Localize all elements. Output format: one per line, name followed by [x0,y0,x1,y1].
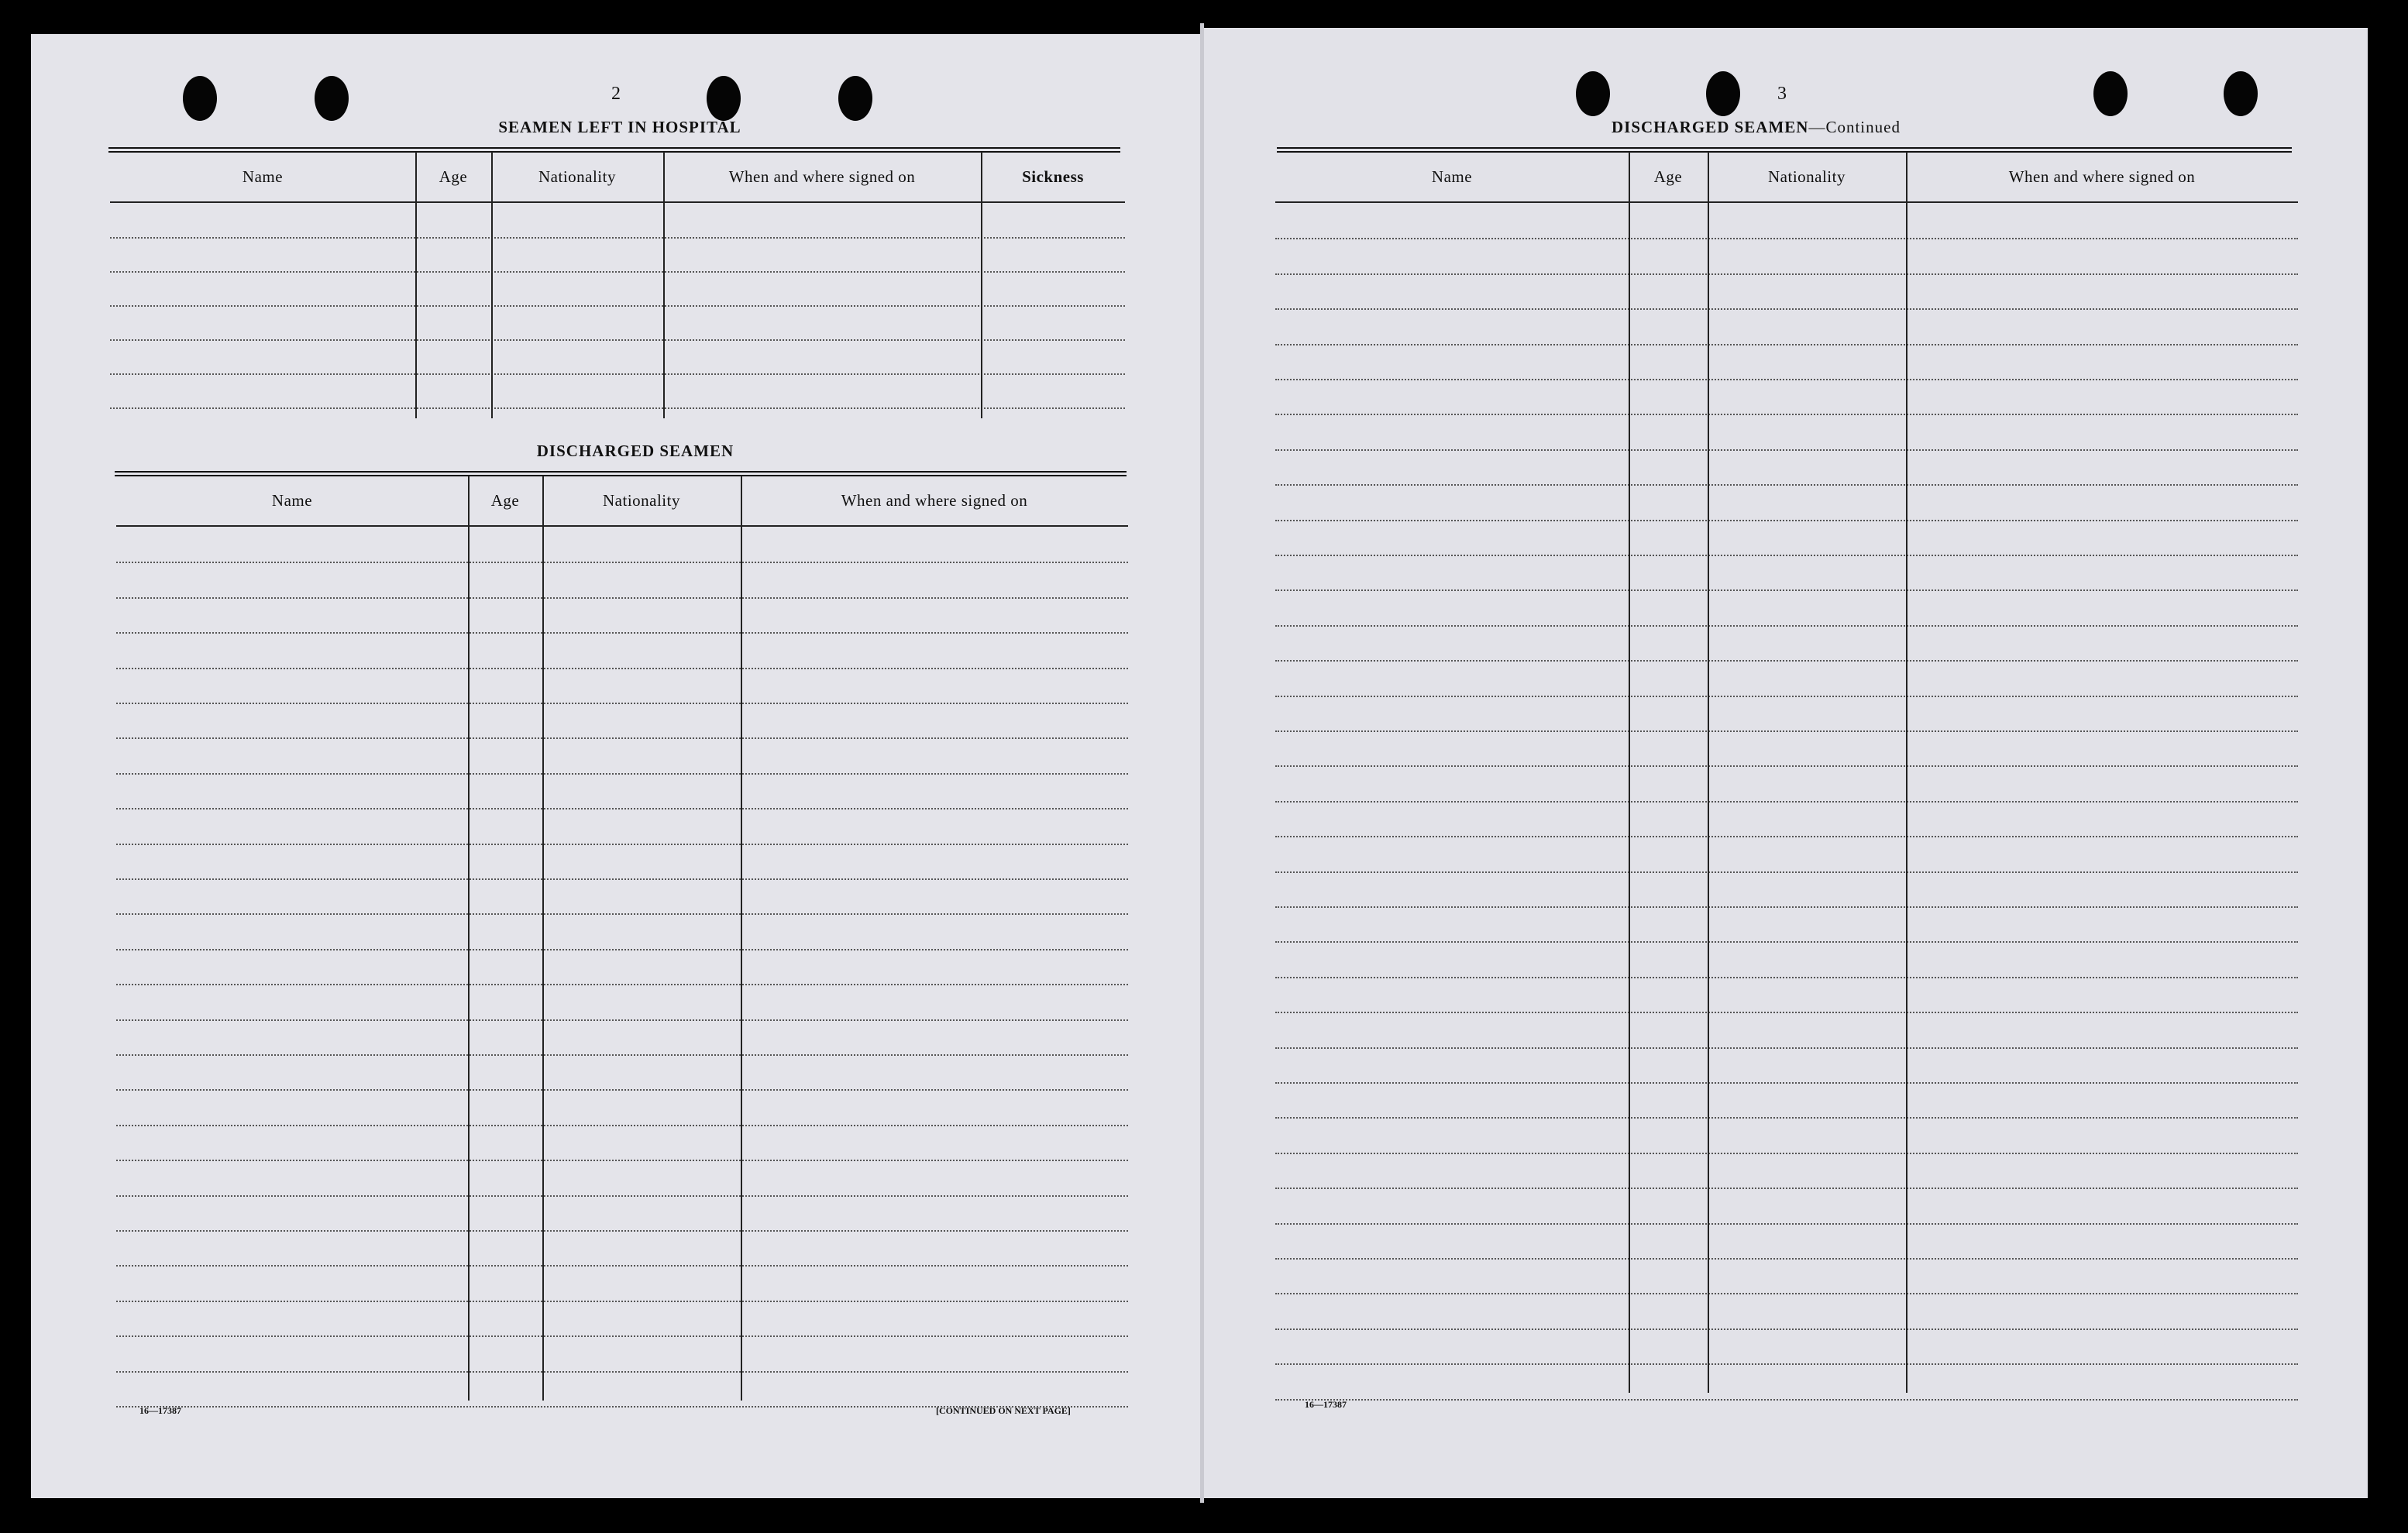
table-row[interactable] [116,949,1128,950]
table-row[interactable] [116,1265,1128,1267]
table-row[interactable] [116,597,1128,599]
header-underline [116,525,1128,527]
table-row[interactable] [1275,906,2298,908]
right-page [1202,28,2368,1498]
punch-hole [2093,71,2128,116]
table-row[interactable] [1275,836,2298,837]
table-row[interactable] [116,562,1128,563]
column-header: Nationality [603,491,680,510]
section-title-hospital: SEAMEN LEFT IN HOSPITAL [498,118,741,136]
table-row[interactable] [1275,625,2298,627]
table-row[interactable] [1275,238,2298,239]
section-title-suffix: —Continued [1808,118,1901,136]
table-row[interactable] [1275,1012,2298,1013]
table-row[interactable] [1275,871,2298,873]
section-title-text: DISCHARGED SEAMEN [1612,118,1809,136]
table-row[interactable] [116,1125,1128,1126]
column-separator [468,476,470,1401]
table-row[interactable] [110,407,1125,409]
table-row[interactable] [1275,449,2298,451]
column-separator [981,152,982,418]
column-header: Age [490,491,520,510]
table-row[interactable] [1275,1258,2298,1260]
table-row[interactable] [1275,1399,2298,1401]
table-row[interactable] [116,668,1128,669]
column-separator [415,152,417,418]
header-rule [1277,147,2292,153]
table-row[interactable] [1275,1328,2298,1330]
table-row[interactable] [116,1160,1128,1161]
table-row[interactable] [116,1371,1128,1373]
table-row[interactable] [1275,484,2298,486]
table-row[interactable] [116,913,1128,915]
column-header: Age [439,167,468,186]
table-row[interactable] [116,1054,1128,1056]
table-row[interactable] [1275,555,2298,556]
table-row[interactable] [1275,1363,2298,1365]
table-row[interactable] [1275,308,2298,310]
header-rule [108,147,1120,153]
table-row[interactable] [110,339,1125,341]
punch-hole [1706,71,1740,116]
table-row[interactable] [116,1089,1128,1091]
table-row[interactable] [1275,1153,2298,1154]
column-separator [1629,152,1630,1393]
table-row[interactable] [116,808,1128,809]
punch-hole [838,76,872,121]
table-row[interactable] [1275,730,2298,732]
table-row[interactable] [1275,1188,2298,1189]
section-title-discharged-continued [1612,118,1901,137]
table-row[interactable] [1275,1223,2298,1225]
punch-hole [707,76,741,121]
column-separator [1906,152,1907,1393]
punch-hole [1576,71,1610,116]
column-header: Nationality [1768,167,1846,186]
page-fold [1200,23,1204,1503]
table-row[interactable] [116,844,1128,845]
table-row[interactable] [116,703,1128,704]
column-separator [542,476,544,1401]
table-row[interactable] [1275,1117,2298,1119]
table-row[interactable] [1275,1047,2298,1049]
column-separator [1708,152,1709,1393]
table-row[interactable] [116,984,1128,985]
table-row[interactable] [116,1335,1128,1337]
table-row[interactable] [1275,273,2298,275]
table-row[interactable] [110,305,1125,307]
table-row[interactable] [110,237,1125,239]
table-row[interactable] [116,1019,1128,1021]
section-title-discharged: DISCHARGED SEAMEN [536,442,734,460]
column-header: When and where signed on [2008,167,2196,186]
punch-hole [315,76,349,121]
table-row[interactable] [116,1195,1128,1197]
form-number: 16—17387 [139,1405,181,1416]
punch-hole [183,76,217,121]
continued-note: [CONTINUED ON NEXT PAGE] [936,1405,1071,1416]
column-header: Age [1653,167,1683,186]
column-header: Nationality [538,167,616,186]
column-header: When and where signed on [728,167,916,186]
table-row[interactable] [110,373,1125,375]
column-header: Name [271,491,313,510]
header-underline [110,201,1125,203]
header-rule [115,471,1127,476]
column-header: Name [242,167,284,186]
table-row[interactable] [116,1230,1128,1232]
column-header: Name [1431,167,1473,186]
left-page [31,34,1202,1498]
table-row[interactable] [116,1301,1128,1302]
table-row[interactable] [1275,941,2298,943]
table-row[interactable] [1275,414,2298,415]
form-number: 16—17387 [1305,1399,1347,1410]
column-header: When and where signed on [841,491,1028,510]
table-row[interactable] [1275,696,2298,697]
page-number: 3 [1777,84,1787,104]
table-row[interactable] [1275,1082,2298,1084]
header-underline [1275,201,2298,203]
column-separator [741,476,742,1401]
page-number: 2 [611,84,621,104]
table-row[interactable] [1275,520,2298,521]
column-header: Sickness [1022,167,1084,186]
table-row[interactable] [1275,589,2298,591]
table-row[interactable] [1275,344,2298,345]
table-row[interactable] [1275,765,2298,767]
punch-hole [2224,71,2258,116]
table-row[interactable] [1275,379,2298,380]
table-row[interactable] [116,878,1128,880]
table-row[interactable] [1275,660,2298,662]
table-row[interactable] [110,271,1125,273]
column-separator [491,152,493,418]
table-row[interactable] [116,737,1128,739]
table-row[interactable] [1275,1293,2298,1294]
table-row[interactable] [116,773,1128,775]
table-row[interactable] [116,632,1128,634]
column-separator [663,152,665,418]
table-row[interactable] [1275,801,2298,803]
table-row[interactable] [1275,977,2298,978]
